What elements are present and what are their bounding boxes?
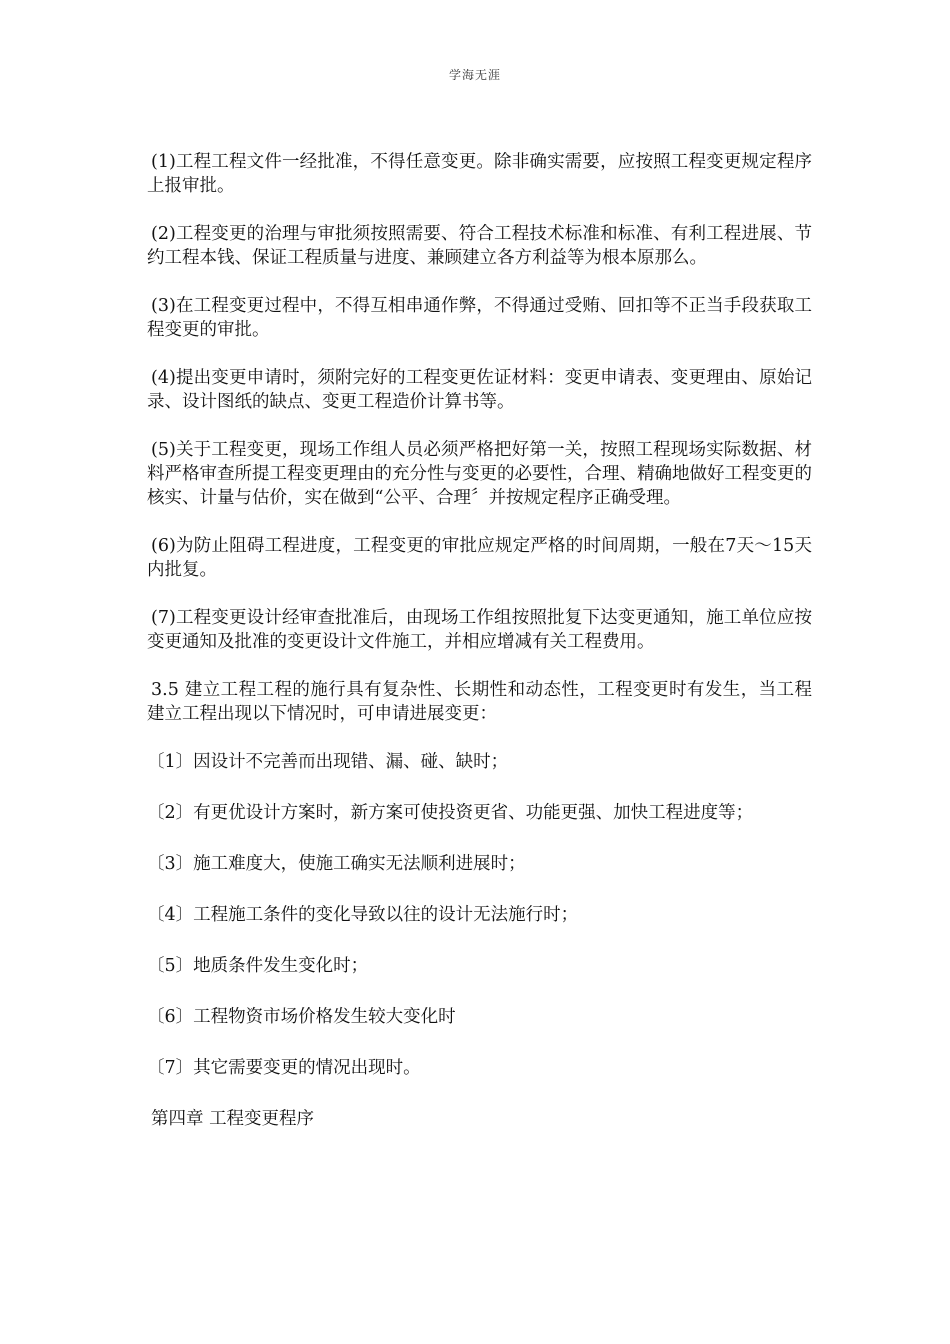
section-3-5-intro: 3.5 建立工程工程的施行具有复杂性、长期性和动态性，工程变更时有发生，当工程建立工程出现以下情况时，可申请进展变更： (147, 680, 812, 724)
condition-3: 〔3〕施工难度大，使施工确实无法顺利进展时； (147, 854, 526, 874)
condition-5: 〔5〕地质条件发生变化时； (147, 956, 369, 976)
rule-5: (5)关于工程变更，现场工作组人员必须严格把好第一关，按照工程现场实际数据、材料严格审查所提工程变更理由的充分性与变更的必要性，合理、精确地做好工程变更的核实、计量与估价，实在做到“公平、合理〞并按规定程序正确受理。 (147, 440, 812, 508)
rule-3: (3)在工程变更过程中，不得互相串通作弊，不得通过受贿、回扣等不正当手段获取工程变更的审批。 (147, 296, 812, 340)
condition-6: 〔6〕工程物资市场价格发生较大变化时 (147, 1007, 456, 1027)
page-header: 学海无涯 (448, 68, 501, 82)
rule-7: (7)工程变更设计经审查批准后，由现场工作组按照批复下达变更通知，施工单位应按变更通知及批准的变更设计文件施工，并相应增减有关工程费用。 (147, 608, 812, 652)
rule-6: (6)为防止阻碍工程进度，工程变更的审批应规定严格的时间周期，一般在7天～15天内批复。 (147, 536, 812, 580)
rule-4: (4)提出变更申请时，须附完好的工程变更佐证材料：变更申请表、变更理由、原始记录、设计图纸的缺点、变更工程造价计算书等。 (147, 368, 812, 412)
chapter-heading: 第四章 工程变更程序 (151, 1109, 315, 1129)
rule-1: (1)工程工程文件一经批准，不得任意变更。除非确实需要，应按照工程变更规定程序上报审批。 (147, 152, 812, 196)
condition-4: 〔4〕工程施工条件的变化导致以往的设计无法施行时； (147, 905, 579, 925)
condition-1: 〔1〕因设计不完善而出现错、漏、碰、缺时； (147, 752, 509, 772)
rule-2: (2)工程变更的治理与审批须按照需要、符合工程技术标准和标准、有利工程进展、节约工程本钱、保证工程质量与进度、兼顾建立各方利益等为根本原那么。 (147, 224, 812, 268)
document-body (147, 150, 812, 1131)
condition-7: 〔7〕其它需要变更的情况出现时。 (147, 1058, 421, 1078)
condition-2: 〔2〕有更优设计方案时，新方案可使投资更省、功能更强、加快工程进度等； (147, 803, 754, 823)
